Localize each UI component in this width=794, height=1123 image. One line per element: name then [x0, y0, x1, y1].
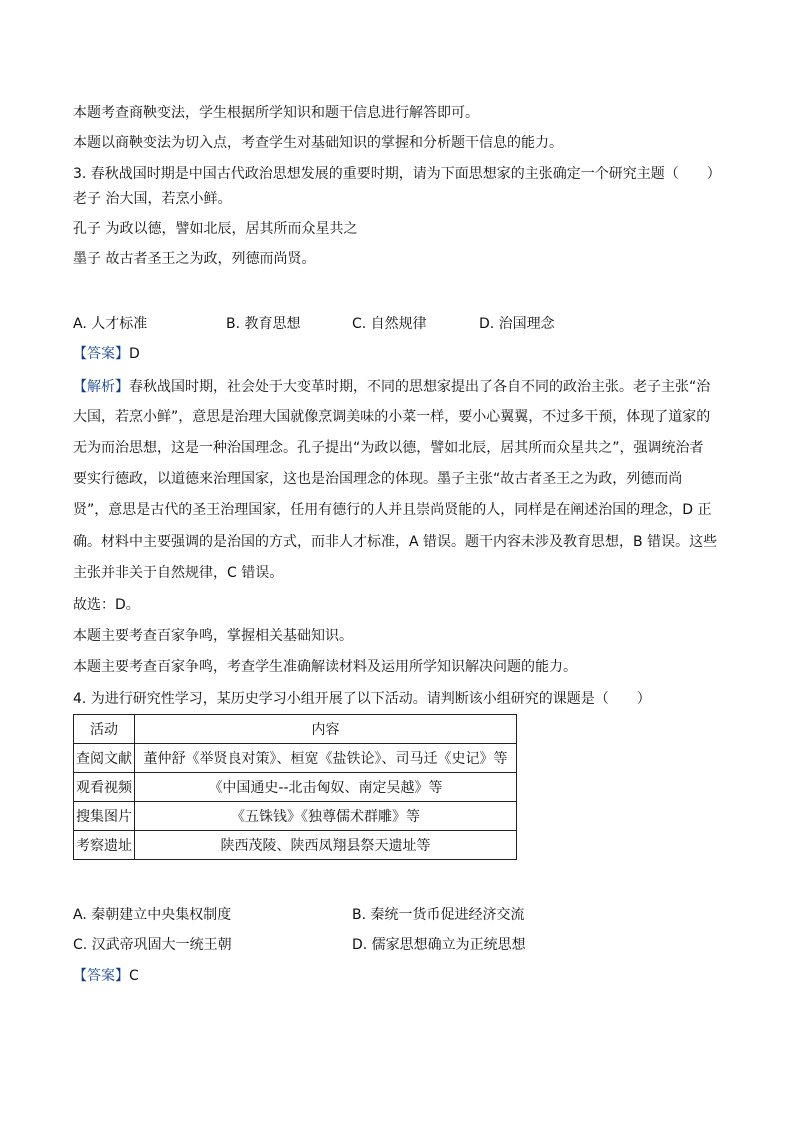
- q3-quote-mozi: 墨子 故古者圣王之为政，列德而尚贤。: [73, 251, 316, 267]
- q4-answer: [73, 966, 139, 986]
- q3-note-1: 本题主要考查百家争鸣，掌握相关基础知识。: [73, 628, 353, 644]
- table-row: [74, 802, 517, 831]
- q3-option-a: A. 人才标准: [73, 316, 148, 332]
- q3-option-d: D. 治国理念: [479, 316, 555, 332]
- q3-option-b: B. 教育思想: [226, 316, 301, 332]
- q4-option-a: A. 秦朝建立中央集权制度: [73, 907, 232, 923]
- q3-stem: 3. 春秋战国时期是中国古代政治思想发展的重要时期，请为下面思想家的主张确定一个研究主题（ ）: [73, 166, 721, 182]
- table-row: [74, 773, 517, 802]
- q3-analysis-line-6: 确。材料中主要强调的是治国的方式，而非人才标准，A 错误。题干内容未涉及教育思想，B 错误。这些: [73, 534, 718, 550]
- q3-answer: [73, 344, 140, 364]
- q4-option-c: C. 汉武帝巩固大一统王朝: [73, 937, 232, 953]
- table-cell: 观看视频: [74, 773, 135, 802]
- q4-activity-table: [73, 714, 517, 860]
- answer-value: D: [129, 346, 140, 362]
- q3-analysis-line-7: 主张并非关于自然规律，C 错误。: [73, 565, 284, 581]
- q3-note-2: 本题主要考查百家争鸣，考查学生准确解读材料及运用所学知识解决问题的能力。: [73, 659, 577, 675]
- prev-note-2: 本题以商鞅变法为切入点，考查学生对基础知识的掌握和分析题干信息的能力。: [73, 135, 563, 151]
- q3-analysis-line-4: 要实行德政，以道德来治理国家，这也是治国理念的体现。墨子主张“故古者圣王之为政，列德而尚: [73, 471, 683, 487]
- table-cell: 考察遗址: [74, 831, 135, 860]
- q3-quote-kongzi: 孔子 为政以德，譬如北辰，居其所而众星共之: [73, 221, 358, 237]
- q4-option-d: D. 儒家思想确立为正统思想: [352, 937, 526, 953]
- table-row: [74, 744, 517, 773]
- q3-option-c: C. 自然规律: [352, 316, 427, 332]
- answer-value: C: [129, 968, 139, 984]
- q3-quote-laozi: 老子 治大国，若烹小鲜。: [73, 191, 232, 207]
- q3-analysis-line-1: [73, 377, 710, 397]
- table-row: [74, 831, 517, 860]
- analysis-text: 春秋战国时期，社会处于大变革时期，不同的思想家提出了各自不同的政治主张。老子主张“治: [129, 379, 711, 395]
- q3-analysis-line-5: 贤”，意思是古代的圣王治理国家，任用有德行的人并且崇尚贤能的人，同样是在阐述治国的理念，D 正: [73, 502, 712, 518]
- q3-analysis-line-2: 大国，若烹小鲜”，意思是治理大国就像烹调美味的小菜一样，要小心翼翼，不过多干预，体现了道家的: [73, 409, 711, 425]
- q4-option-b: B. 秦统一货币促进经济交流: [352, 907, 525, 923]
- q3-analysis-line-3: 无为而治思想，这是一种治国理念。孔子提出“为政以德，譬如北辰，居其所而众星共之”，强调统治者: [73, 440, 704, 456]
- table-cell: 搜集图片: [74, 802, 135, 831]
- q4-stem: 4. 为进行研究性学习，某历史学习小组开展了以下活动。请判断该小组研究的课题是（ ）: [73, 691, 651, 707]
- answer-tag: 【答案】: [73, 346, 129, 362]
- table-cell: 查阅文献: [74, 744, 135, 773]
- answer-tag: 【答案】: [73, 968, 129, 984]
- analysis-tag: 【解析】: [73, 379, 129, 395]
- table-header-cell: 内容: [135, 715, 517, 744]
- table-header-cell: 活动: [74, 715, 135, 744]
- table-cell: 陕西茂陵、陕西凤翔县祭天遗址等: [135, 831, 517, 860]
- table-cell: 董仲舒《举贤良对策》、桓宽《盐铁论》、司马迁《史记》等: [135, 744, 517, 773]
- table-header-row: [74, 715, 517, 744]
- q3-choice: 故选：D。: [73, 597, 140, 613]
- table-cell: 《中国通史--北击匈奴、南定吴越》等: [135, 773, 517, 802]
- prev-note-1: 本题考查商鞅变法，学生根据所学知识和题干信息进行解答即可。: [73, 105, 479, 121]
- table-cell: 《五铢钱》《独尊儒术群雕》等: [135, 802, 517, 831]
